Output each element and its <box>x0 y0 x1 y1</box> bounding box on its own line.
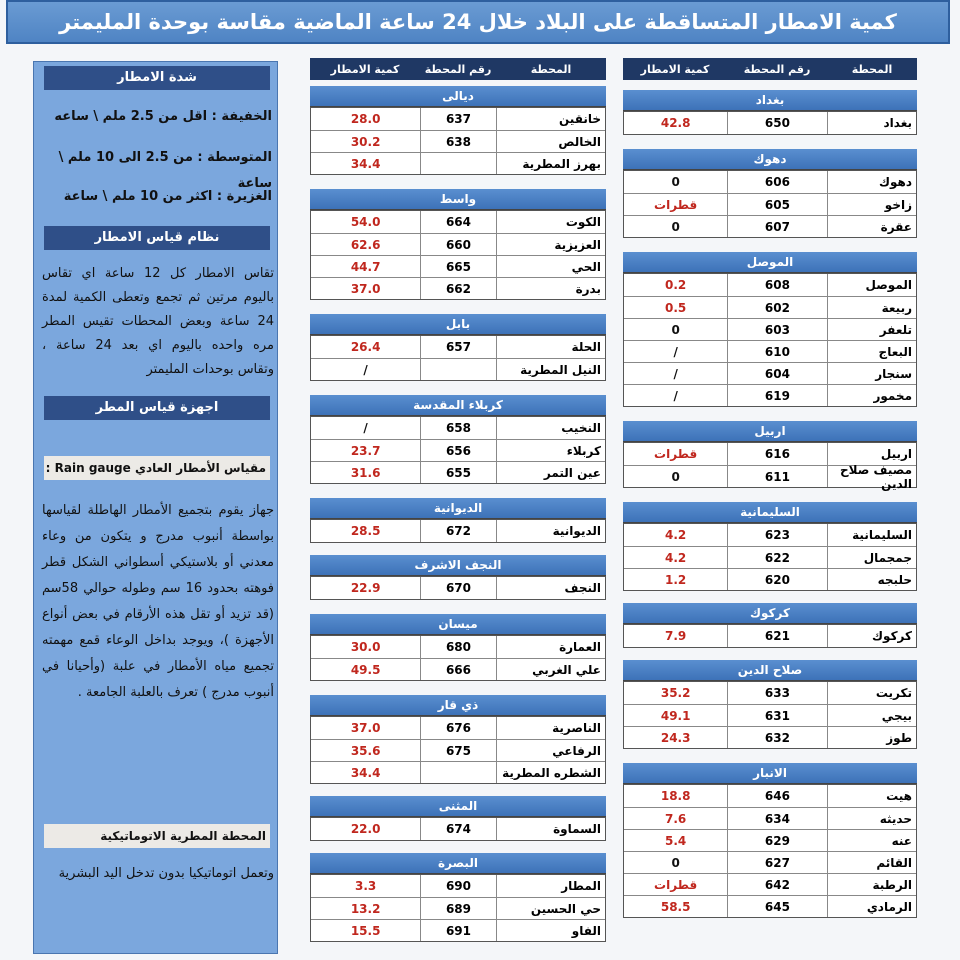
region-block <box>310 614 606 681</box>
region-block <box>310 695 606 784</box>
table-row <box>311 152 605 174</box>
station-number: 611 <box>727 466 826 487</box>
intensity-title: شدة الامطار <box>44 66 270 90</box>
station-number: 620 <box>727 569 826 590</box>
rain-amount: 4.2 <box>665 550 687 565</box>
station-name: عين التمر <box>496 462 605 483</box>
region-block <box>310 796 606 841</box>
rain-amount: 0 <box>671 855 680 870</box>
rain-amount: 34.4 <box>350 765 381 780</box>
station-name: النخيب <box>496 417 605 439</box>
station-number: 690 <box>420 875 495 897</box>
rain-amount: 7.6 <box>665 811 687 826</box>
station-number: 689 <box>420 898 495 919</box>
region-block <box>310 555 606 600</box>
rain-amount: 22.9 <box>350 581 381 595</box>
table-row <box>311 255 605 277</box>
rain-amount: 24.3 <box>660 730 691 745</box>
rain-amount: 49.1 <box>660 708 691 723</box>
station-name: سنجار <box>827 363 916 384</box>
region-header: الانبار <box>623 763 917 784</box>
station-name: الخالص <box>496 131 605 152</box>
rain-amount: / <box>673 388 678 403</box>
header-rain: كمية الامطار <box>330 62 400 76</box>
station-name: دهوك <box>827 171 916 193</box>
station-number: 608 <box>727 274 826 296</box>
table-row <box>624 568 916 590</box>
table-row <box>624 682 916 704</box>
header-number: رقم المحطة <box>743 62 811 76</box>
table-row <box>311 211 605 233</box>
table-row <box>624 340 916 362</box>
station-name: علي الغربي <box>496 659 605 680</box>
station-number: 603 <box>727 319 826 340</box>
rain-amount: 5.4 <box>665 833 687 848</box>
station-name: الناصرية <box>496 717 605 739</box>
region-header: البصرة <box>310 853 606 874</box>
table-row <box>624 829 916 851</box>
table-row <box>624 726 916 748</box>
rain-amount: / <box>363 421 368 435</box>
table-row <box>311 336 605 358</box>
rain-amount: 0 <box>671 175 680 189</box>
region-block <box>310 395 606 484</box>
rain-amount: 31.6 <box>350 465 381 480</box>
gauge-text: جهاز يقوم بتجميع الأمطار الهاطلة لقياسها بواسطة أنبوب مدرج و يتكون من وعاء معدني أو بلاستيكي أسطواني الشكل قطر فوهته بحدود 16 سم وطوله حوالي 58سم (قد تزيد أو تقل هذه الأرقام في بعض أنواع الأجهزة )، ويوجد بداخل الوعاء قمع مهمته تجميع مياه الأمطار في علبة (وأحيانا في أنبوب مدرج ) تعرف بالعلبة الجامعة . <box>42 503 274 700</box>
table-row <box>311 417 605 439</box>
station-number: 607 <box>727 216 826 237</box>
station-name: السماوة <box>496 818 605 840</box>
rain-amount: 28.0 <box>350 112 381 126</box>
station-number: 676 <box>420 717 495 739</box>
middle-table-header <box>310 58 606 80</box>
station-name: النجف <box>496 577 605 599</box>
station-name: تلعفر <box>827 319 916 340</box>
rain-amount: 0 <box>671 219 680 234</box>
station-number: 619 <box>727 385 826 406</box>
station-number: 632 <box>727 727 826 748</box>
table-row <box>624 785 916 807</box>
table-row <box>624 546 916 568</box>
intensity-heavy: الغزيرة : اكثر من 10 ملم \ ساعة <box>63 189 272 204</box>
station-number: 650 <box>727 112 826 134</box>
region-block <box>623 149 917 238</box>
station-name: البعاج <box>827 341 916 362</box>
station-name: الشطره المطرية <box>496 762 605 783</box>
table-row <box>624 851 916 873</box>
table-row <box>624 274 916 296</box>
table-row <box>311 277 605 299</box>
region-header: ديالى <box>310 86 606 107</box>
table-row <box>311 108 605 130</box>
table-row <box>311 875 605 897</box>
region-block <box>623 90 917 135</box>
rain-amount: 15.5 <box>350 923 381 938</box>
rain-amount: قطرات <box>654 447 698 461</box>
station-name: القائم <box>827 852 916 873</box>
station-number: 629 <box>727 830 826 851</box>
system-title: نظام قياس الامطار <box>44 226 270 250</box>
rain-amount: 0.5 <box>665 300 687 315</box>
intensity-moderate: المتوسطة : من 2.5 الى 10 ملم \ ساعة <box>58 150 272 191</box>
table-row <box>311 919 605 941</box>
rain-amount: 42.8 <box>660 116 691 130</box>
table-row <box>311 130 605 152</box>
region-block <box>310 314 606 381</box>
devices-title: اجهزة قياس المطر <box>44 396 270 420</box>
rain-amount: / <box>363 362 368 377</box>
auto-station-text: وتعمل اتوماتيكيا بدون تدخل اليد البشرية <box>58 866 274 881</box>
station-number: 658 <box>420 417 495 439</box>
region-header: كركوك <box>623 603 917 624</box>
rain-amount: 26.4 <box>350 340 381 354</box>
region-header: ميسان <box>310 614 606 635</box>
station-name: كربلاء <box>496 440 605 461</box>
station-name: كركوك <box>827 625 916 647</box>
region-block <box>310 86 606 175</box>
rain-amount: قطرات <box>654 877 698 892</box>
station-number: 627 <box>727 852 826 873</box>
station-name: بدرة <box>496 278 605 299</box>
station-number: 638 <box>420 131 495 152</box>
rain-amount: 0 <box>671 469 680 484</box>
region-block <box>310 853 606 942</box>
rain-amount: 30.2 <box>350 134 381 149</box>
station-name: الكوت <box>496 211 605 233</box>
page-title: كمية الامطار المتساقطة على البلاد خلال 24 ساعة الماضية مقاسة بوحدة المليمتر <box>6 0 950 44</box>
station-number: 691 <box>420 920 495 941</box>
rain-amount: 49.5 <box>350 662 381 677</box>
station-number: 670 <box>420 577 495 599</box>
region-header: واسط <box>310 189 606 210</box>
system-text: تقاس الامطار كل 12 ساعة اي تقاس باليوم مرتين ثم تجمع وتعطى الكمية لمدة 24 ساعة وبعض المحطات تقيس المطر مره واحده باليوم اي بعد 24 ساعة ، وتقاس بوحدات المليمتر <box>42 266 274 377</box>
station-name: بيجي <box>827 705 916 726</box>
station-number: 642 <box>727 874 826 895</box>
station-name: اربيل <box>827 443 916 465</box>
station-number: 646 <box>727 785 826 807</box>
station-name: النيل المطرية <box>496 359 605 380</box>
header-rain: كمية الامطار <box>640 62 710 76</box>
station-number: 674 <box>420 818 495 840</box>
region-block <box>623 763 917 918</box>
table-row <box>624 318 916 340</box>
region-block <box>310 189 606 300</box>
rain-amount: 4.2 <box>665 528 687 542</box>
rain-amount: 54.0 <box>350 215 381 229</box>
station-name: حلبجه <box>827 569 916 590</box>
region-block <box>623 603 917 648</box>
rain-amount: 7.9 <box>665 629 687 643</box>
middle-rain-table <box>310 58 606 942</box>
station-name: الفاو <box>496 920 605 941</box>
station-number: 634 <box>727 808 826 829</box>
station-name: الرفاعي <box>496 740 605 761</box>
table-row <box>311 658 605 680</box>
rain-amount: قطرات <box>654 197 698 212</box>
rain-amount: 58.5 <box>660 899 691 914</box>
rain-amount: 0 <box>671 322 680 337</box>
region-header: السليمانية <box>623 502 917 523</box>
header-station: المحطة <box>851 62 893 76</box>
table-row <box>624 215 916 237</box>
station-number: 657 <box>420 336 495 358</box>
table-row <box>624 807 916 829</box>
rain-amount: 37.0 <box>350 721 381 735</box>
station-number: 655 <box>420 462 495 483</box>
region-block <box>623 421 917 491</box>
station-number: 602 <box>727 297 826 318</box>
rain-amount: 3.3 <box>354 879 377 893</box>
station-number: 672 <box>420 520 495 542</box>
station-name: السليمانية <box>827 524 916 546</box>
rain-amount: 18.8 <box>660 789 691 803</box>
station-name: هيت <box>827 785 916 807</box>
gauge-label: مقياس الأمطار العادي Rain gauge : <box>44 456 270 480</box>
region-header: اربيل <box>623 421 917 442</box>
table-row <box>311 636 605 658</box>
table-row <box>311 233 605 255</box>
station-number <box>420 762 495 783</box>
table-row <box>624 296 916 318</box>
station-name: تكريت <box>827 682 916 704</box>
table-row <box>624 524 916 546</box>
table-row <box>624 193 916 215</box>
region-header: كربلاء المقدسة <box>310 395 606 416</box>
table-row <box>311 577 605 599</box>
table-row <box>624 384 916 406</box>
station-number: 656 <box>420 440 495 461</box>
station-name: بغداد <box>827 112 916 134</box>
station-name: الديوانية <box>496 520 605 542</box>
station-number: 637 <box>420 108 495 130</box>
region-header: صلاح الدين <box>623 660 917 681</box>
station-number: 680 <box>420 636 495 658</box>
station-number <box>420 359 495 380</box>
rain-amount: / <box>673 344 678 359</box>
station-number: 666 <box>420 659 495 680</box>
station-name: عقرة <box>827 216 916 237</box>
station-name: حديثه <box>827 808 916 829</box>
header-number: رقم المحطة <box>424 62 492 76</box>
station-number: 664 <box>420 211 495 233</box>
intensity-light: الخفيفة : اقل من 2.5 ملم \ ساعه <box>54 109 272 124</box>
station-number: 631 <box>727 705 826 726</box>
rain-amount: / <box>673 366 678 381</box>
table-row <box>311 739 605 761</box>
table-row <box>311 439 605 461</box>
table-row <box>311 461 605 483</box>
region-header: بغداد <box>623 90 917 111</box>
auto-station-label: المحطة المطرية الاتوماتيكية <box>44 824 270 848</box>
station-name: الموصل <box>827 274 916 296</box>
table-row <box>311 520 605 542</box>
rain-amount: 23.7 <box>350 443 381 458</box>
region-header: ذي قار <box>310 695 606 716</box>
station-number: 660 <box>420 234 495 255</box>
station-name: زاخو <box>827 194 916 215</box>
table-row <box>624 112 916 134</box>
rain-amount: 22.0 <box>350 822 381 836</box>
right-rain-table <box>623 58 917 918</box>
table-row <box>624 625 916 647</box>
table-row <box>624 704 916 726</box>
station-number: 606 <box>727 171 826 193</box>
rain-amount: 62.6 <box>350 237 381 252</box>
station-number <box>420 153 495 174</box>
region-header: دهوك <box>623 149 917 170</box>
table-row <box>311 818 605 840</box>
region-header: الموصل <box>623 252 917 273</box>
station-number: 605 <box>727 194 826 215</box>
rain-amount: 0.2 <box>665 278 687 292</box>
region-header: المثنى <box>310 796 606 817</box>
station-number: 633 <box>727 682 826 704</box>
table-row <box>311 761 605 783</box>
region-block <box>623 252 917 407</box>
station-name: طوز <box>827 727 916 748</box>
station-name: خانقين <box>496 108 605 130</box>
station-number: 645 <box>727 896 826 917</box>
table-row <box>624 171 916 193</box>
station-number: 662 <box>420 278 495 299</box>
rain-amount: 37.0 <box>350 281 381 296</box>
right-table-header <box>623 58 917 80</box>
table-row <box>311 358 605 380</box>
station-number: 675 <box>420 740 495 761</box>
station-name: الرمادي <box>827 896 916 917</box>
station-name: الرطبة <box>827 874 916 895</box>
table-row <box>624 895 916 917</box>
region-header: بابل <box>310 314 606 335</box>
station-name: الحلة <box>496 336 605 358</box>
station-name: عنه <box>827 830 916 851</box>
rain-amount: 35.2 <box>660 686 691 700</box>
header-station: المحطة <box>530 62 572 76</box>
station-name: بهرز المطرية <box>496 153 605 174</box>
station-number: 621 <box>727 625 826 647</box>
station-name: ربيعة <box>827 297 916 318</box>
region-block <box>310 498 606 543</box>
table-row <box>624 873 916 895</box>
station-number: 616 <box>727 443 826 465</box>
station-number: 604 <box>727 363 826 384</box>
rain-amount: 28.5 <box>350 524 381 538</box>
region-header: الديوانية <box>310 498 606 519</box>
station-name: العمارة <box>496 636 605 658</box>
rain-amount: 13.2 <box>350 901 381 916</box>
rain-amount: 35.6 <box>350 743 381 758</box>
table-row <box>311 897 605 919</box>
station-number: 622 <box>727 547 826 568</box>
station-name: العزيزية <box>496 234 605 255</box>
station-number: 623 <box>727 524 826 546</box>
table-row <box>311 717 605 739</box>
region-block <box>623 502 917 591</box>
rain-amount: 44.7 <box>350 259 381 274</box>
table-row <box>624 362 916 384</box>
region-block <box>623 660 917 749</box>
rain-amount: 34.4 <box>350 156 381 171</box>
rain-amount: 1.2 <box>665 572 687 587</box>
station-number: 610 <box>727 341 826 362</box>
station-name: مصيف صلاح الدين <box>827 466 916 487</box>
station-name: حي الحسين <box>496 898 605 919</box>
rain-amount: 30.0 <box>350 640 381 654</box>
station-name: المطار <box>496 875 605 897</box>
info-panel <box>33 61 278 954</box>
station-number: 665 <box>420 256 495 277</box>
station-name: مخمور <box>827 385 916 406</box>
region-header: النجف الاشرف <box>310 555 606 576</box>
table-row <box>624 462 916 491</box>
station-name: جمجمال <box>827 547 916 568</box>
station-name: الحي <box>496 256 605 277</box>
